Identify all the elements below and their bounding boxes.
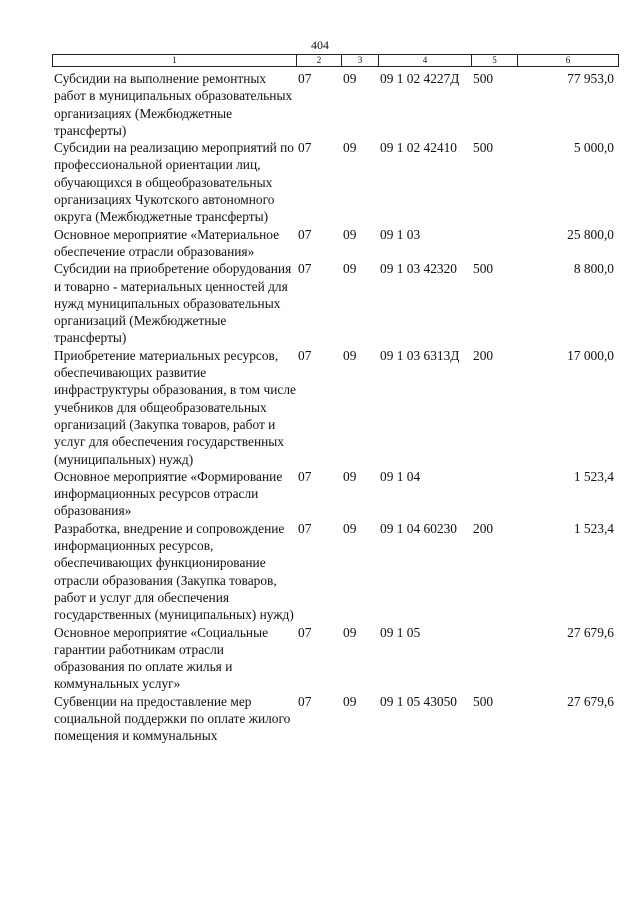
- row-target-article: 09 1 02 42410: [380, 140, 457, 156]
- row-subsection: 09: [343, 71, 357, 86]
- header-col-3: 3: [342, 55, 379, 67]
- table-row: [52, 693, 618, 745]
- row-subsection: 09: [343, 347, 357, 363]
- table-row: [52, 226, 618, 261]
- row-amount: 27 679,6: [567, 693, 614, 709]
- page-number: 404: [311, 38, 329, 52]
- row-target-article: 09 1 03 42320: [380, 261, 457, 277]
- row-amount: 25 800,0: [567, 226, 614, 242]
- row-name: Субсидии на приобретение оборудования и товарно - материальных ценностей для нужд муниципальных образовательных организаций (Межбюджетные трансферты): [54, 261, 292, 346]
- row-target-article: 09 1 03 6313Д: [380, 347, 460, 363]
- row-target-article: 09 1 04: [380, 468, 421, 484]
- row-expense-type: 500: [473, 693, 494, 709]
- row-section: 07: [298, 261, 312, 277]
- row-section: 07: [298, 226, 312, 242]
- row-section: 07: [298, 347, 312, 363]
- row-amount: 1 523,4: [573, 520, 614, 536]
- row-name: Приобретение материальных ресурсов, обеспечивающих развитие инфраструктуры образования, в том числе учебников для общеобразовательных организаций (Закупка товаров, работ и услуг для обеспечения государственных (муниципальных) нужд): [54, 347, 296, 467]
- row-section: 07: [298, 693, 312, 709]
- row-section: 07: [298, 520, 312, 536]
- row-subsection: 09: [343, 693, 357, 709]
- row-subsection: 09: [343, 140, 357, 156]
- row-name: Разработка, внедрение и сопровождение информационных ресурсов, обеспечивающих функционирование отрасли образования (Закупка товаров, работ и услуг для обеспечения государственных (муниципальных) нужд): [54, 520, 294, 623]
- row-expense-type: 500: [473, 261, 494, 277]
- row-name: Основное мероприятие «Материальное обеспечение отрасли образования»: [54, 226, 280, 259]
- row-subsection: 09: [343, 226, 357, 242]
- budget-table-body: [52, 70, 618, 745]
- row-section: 07: [298, 624, 312, 640]
- row-expense-type: 200: [473, 520, 494, 536]
- row-name: Субсидии на реализацию мероприятий по профессиональной ориентации лиц, обучающихся в общеобразовательных организациях Чукотского автономного округа (Межбюджетные трансферты): [54, 140, 295, 225]
- row-expense-type: 500: [473, 140, 494, 156]
- header-col-1: 1: [53, 55, 297, 67]
- column-number-header: [52, 54, 619, 67]
- row-expense-type: 500: [473, 71, 494, 86]
- row-target-article: 09 1 03: [380, 226, 421, 242]
- row-target-article: 09 1 04 60230: [380, 520, 457, 536]
- row-section: 07: [298, 468, 312, 484]
- row-name: Основное мероприятие «Социальные гарантии работникам отрасли образования по оплате жилья и коммунальных услуг»: [54, 624, 269, 692]
- row-amount: 1 523,4: [573, 468, 614, 484]
- row-expense-type: [471, 226, 517, 261]
- header-col-4: 4: [379, 55, 472, 67]
- row-subsection: 09: [343, 468, 357, 484]
- table-row: [52, 139, 618, 225]
- table-row: [52, 347, 618, 468]
- table-row: [52, 260, 618, 346]
- row-subsection: 09: [343, 624, 357, 640]
- row-amount: 27 679,6: [567, 624, 614, 640]
- budget-table: [52, 70, 618, 745]
- row-amount: 5 000,0: [573, 140, 614, 156]
- row-section: 07: [298, 71, 312, 86]
- table-row: [52, 468, 618, 520]
- header-col-6: 6: [518, 55, 619, 67]
- row-target-article: 09 1 05 43050: [380, 693, 457, 709]
- row-target-article: 09 1 05: [380, 624, 421, 640]
- row-expense-type: [471, 468, 517, 520]
- row-section: 07: [298, 140, 312, 156]
- table-row: [52, 520, 618, 624]
- table-row: [52, 70, 618, 139]
- row-amount: 8 800,0: [573, 261, 614, 277]
- header-row: [53, 55, 619, 67]
- row-expense-type: 200: [473, 347, 494, 363]
- row-name: Субсидии на выполнение ремонтных работ в муниципальных образовательных организациях (Межбюджетные трансферты): [54, 71, 293, 138]
- row-amount: 77 953,0: [567, 71, 614, 86]
- row-amount: 17 000,0: [567, 347, 614, 363]
- row-expense-type: [471, 624, 517, 693]
- row-name: Субвенции на предоставление мер социальной поддержки по оплате жилого помещения и коммунальных: [54, 693, 291, 744]
- row-target-article: 09 1 02 4227Д: [380, 71, 460, 86]
- header-col-5: 5: [472, 55, 518, 67]
- table-row: [52, 624, 618, 693]
- row-subsection: 09: [343, 261, 357, 277]
- row-name: Основное мероприятие «Формирование информационных ресурсов отрасли образования»: [54, 468, 283, 519]
- header-col-2: 2: [297, 55, 342, 67]
- row-subsection: 09: [343, 520, 357, 536]
